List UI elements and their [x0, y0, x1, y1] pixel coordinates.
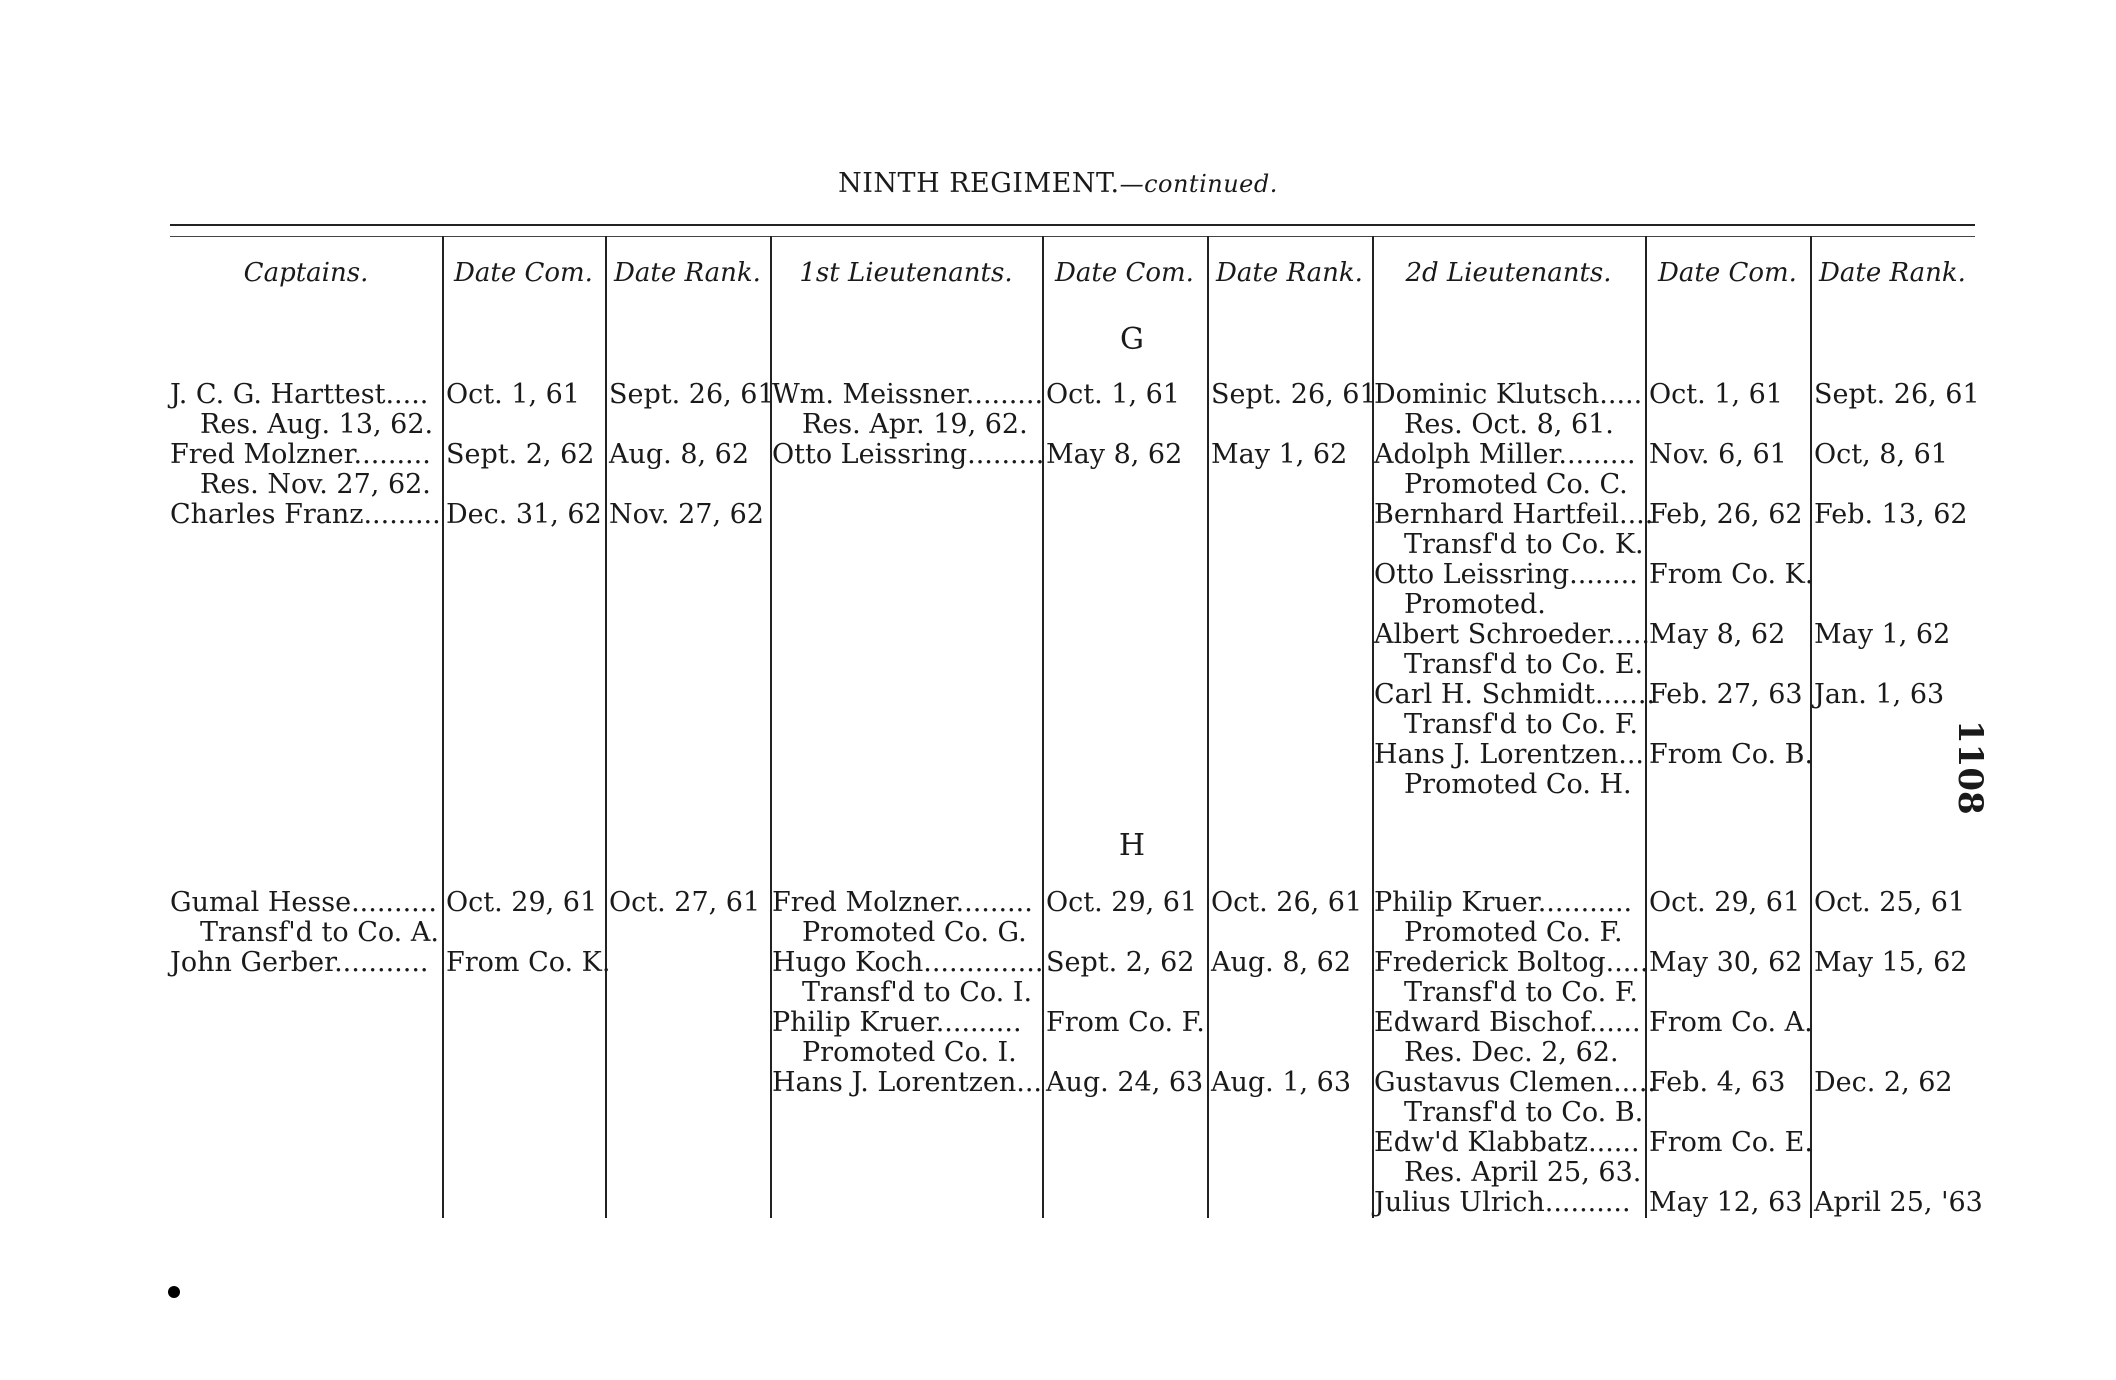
officer-name: Wm. Meissner.........: [772, 379, 1044, 410]
officer-name: Otto Leissring.........: [772, 439, 1045, 470]
officer-note: Promoted Co. F.: [1404, 917, 1623, 948]
officer-note: Res. Aug. 13, 62.: [200, 409, 434, 440]
date-com: Feb. 27, 63: [1649, 679, 1803, 710]
company-label: H: [1118, 828, 1146, 863]
column-header: Date Rank.: [1819, 258, 1966, 288]
officer-name: Fred Molzner.........: [170, 439, 431, 470]
date-rank: May 15, 62: [1814, 947, 1968, 978]
officer-name: Albert Schroeder.....: [1374, 619, 1650, 650]
officer-note: Transf'd to Co. K.: [1404, 529, 1644, 560]
date-com: From Co. E.: [1649, 1127, 1813, 1158]
officer-name: Carl H. Schmidt.......: [1374, 679, 1656, 710]
date-com: Feb, 26, 62: [1649, 499, 1803, 530]
date-rank: Oct, 8, 61: [1814, 439, 1948, 470]
officer-note: Res. Nov. 27, 62.: [200, 469, 431, 500]
officer-name: Hans J. Lorentzen...: [772, 1067, 1043, 1098]
officer-name: Edward Bischof......: [1374, 1007, 1641, 1038]
column-header: Captains.: [243, 258, 369, 288]
date-com: Oct. 1, 61: [1649, 379, 1783, 410]
date-rank: Sept. 26, 61: [1211, 379, 1377, 410]
officer-name: J. C. G. Harttest.....: [170, 379, 429, 410]
date-com: Sept. 2, 62: [446, 439, 595, 470]
officer-name: Frederick Boltog.....: [1374, 947, 1649, 978]
date-rank: Oct. 27, 61: [609, 887, 761, 918]
date-com: May 12, 63: [1649, 1187, 1803, 1218]
column-header: Date Rank.: [614, 258, 761, 288]
date-rank: Aug. 8, 62: [609, 439, 750, 470]
date-com: From Co. K.: [1649, 559, 1814, 590]
date-com: May 30, 62: [1649, 947, 1803, 978]
officer-name: Julius Ulrich..........: [1374, 1187, 1631, 1218]
date-com: From Co. F.: [1046, 1007, 1205, 1038]
column-header: 1st Lieutenants.: [799, 258, 1013, 288]
date-rank: Oct. 25, 61: [1814, 887, 1966, 918]
officer-note: Res. Oct. 8, 61.: [1404, 409, 1614, 440]
officer-name: Gustavus Clemen.....: [1374, 1067, 1656, 1098]
title-continued: —continued.: [1119, 170, 1278, 198]
date-com: Oct. 29, 61: [1046, 887, 1198, 918]
title-main: NINTH REGIMENT.: [838, 168, 1120, 199]
officer-name: Gumal Hesse..........: [170, 887, 437, 918]
column-header: Date Com.: [1658, 258, 1797, 288]
officer-note: Promoted Co. I.: [802, 1037, 1017, 1068]
column-header: Date Com.: [454, 258, 593, 288]
officer-note: Transf'd to Co. A.: [200, 917, 439, 948]
column-divider: [605, 236, 607, 1218]
date-com: From Co. K.: [446, 947, 611, 978]
date-rank: May 1, 62: [1814, 619, 1951, 650]
top-rule: [170, 224, 1975, 226]
officer-name: Philip Kruer...........: [1374, 887, 1633, 918]
header-rule: [170, 236, 1975, 237]
page-title: [0, 168, 2116, 199]
officer-note: Res. Apr. 19, 62.: [802, 409, 1028, 440]
date-rank: Sept. 26, 61: [609, 379, 775, 410]
date-rank: Jan. 1, 63: [1814, 679, 1945, 710]
officer-note: Transf'd to Co. F.: [1404, 977, 1638, 1008]
officer-note: Promoted Co. H.: [1404, 769, 1632, 800]
officer-note: Promoted Co. C.: [1404, 469, 1628, 500]
page-number: 1108: [1950, 720, 1990, 815]
date-com: Oct. 1, 61: [446, 379, 580, 410]
officer-name: Otto Leissring........: [1374, 559, 1638, 590]
date-com: Dec. 31, 62: [446, 499, 602, 530]
date-rank: April 25, '63: [1814, 1187, 1983, 1218]
officer-note: Res. Dec. 2, 62.: [1404, 1037, 1619, 1068]
officer-name: Bernhard Hartfeil....: [1374, 499, 1654, 530]
date-com: Feb. 4, 63: [1649, 1067, 1786, 1098]
date-com: Aug. 24, 63: [1046, 1067, 1204, 1098]
officer-name: Edw'd Klabbatz......: [1374, 1127, 1640, 1158]
date-rank: Aug. 1, 63: [1211, 1067, 1352, 1098]
date-rank: Oct. 26, 61: [1211, 887, 1363, 918]
column-header: Date Com.: [1055, 258, 1194, 288]
date-rank: Sept. 26, 61: [1814, 379, 1980, 410]
date-rank: Dec. 2, 62: [1814, 1067, 1953, 1098]
date-rank: Feb. 13, 62: [1814, 499, 1968, 530]
date-com: Oct. 1, 61: [1046, 379, 1180, 410]
officer-note: Transf'd to Co. B.: [1404, 1097, 1644, 1128]
officer-note: Transf'd to Co. E.: [1404, 649, 1644, 680]
date-com: Sept. 2, 62: [1046, 947, 1195, 978]
column-divider: [442, 236, 444, 1218]
date-com: May 8, 62: [1046, 439, 1183, 470]
date-com: From Co. B.: [1649, 739, 1814, 770]
date-rank: May 1, 62: [1211, 439, 1348, 470]
officer-note: Res. April 25, 63.: [1404, 1157, 1642, 1188]
officer-name: Hans J. Lorentzen...: [1374, 739, 1645, 770]
date-com: From Co. A.: [1649, 1007, 1813, 1038]
officer-name: Charles Franz.........: [170, 499, 441, 530]
column-divider: [1207, 236, 1209, 1218]
ink-spot: [168, 1286, 180, 1298]
date-com: Oct. 29, 61: [1649, 887, 1801, 918]
officer-name: Philip Kruer..........: [772, 1007, 1022, 1038]
officer-note: Transf'd to Co. F.: [1404, 709, 1638, 740]
officer-name: Adolph Miller.........: [1374, 439, 1636, 470]
officer-name: Dominic Klutsch.....: [1374, 379, 1643, 410]
officer-name: Hugo Koch..............: [772, 947, 1044, 978]
officer-name: John Gerber...........: [170, 947, 429, 978]
date-com: Nov. 6, 61: [1649, 439, 1787, 470]
date-com: Oct. 29, 61: [446, 887, 598, 918]
column-header: 2d Lieutenants.: [1405, 258, 1612, 288]
officer-note: Transf'd to Co. I.: [802, 977, 1033, 1008]
date-rank: Aug. 8, 62: [1211, 947, 1352, 978]
date-com: May 8, 62: [1649, 619, 1786, 650]
column-header: Date Rank.: [1216, 258, 1363, 288]
officer-note: Promoted.: [1404, 589, 1546, 620]
officer-name: Fred Molzner.........: [772, 887, 1033, 918]
company-label: G: [1120, 322, 1144, 357]
date-rank: Nov. 27, 62: [609, 499, 764, 530]
column-divider: [1810, 236, 1812, 1218]
officer-note: Promoted Co. G.: [802, 917, 1027, 948]
